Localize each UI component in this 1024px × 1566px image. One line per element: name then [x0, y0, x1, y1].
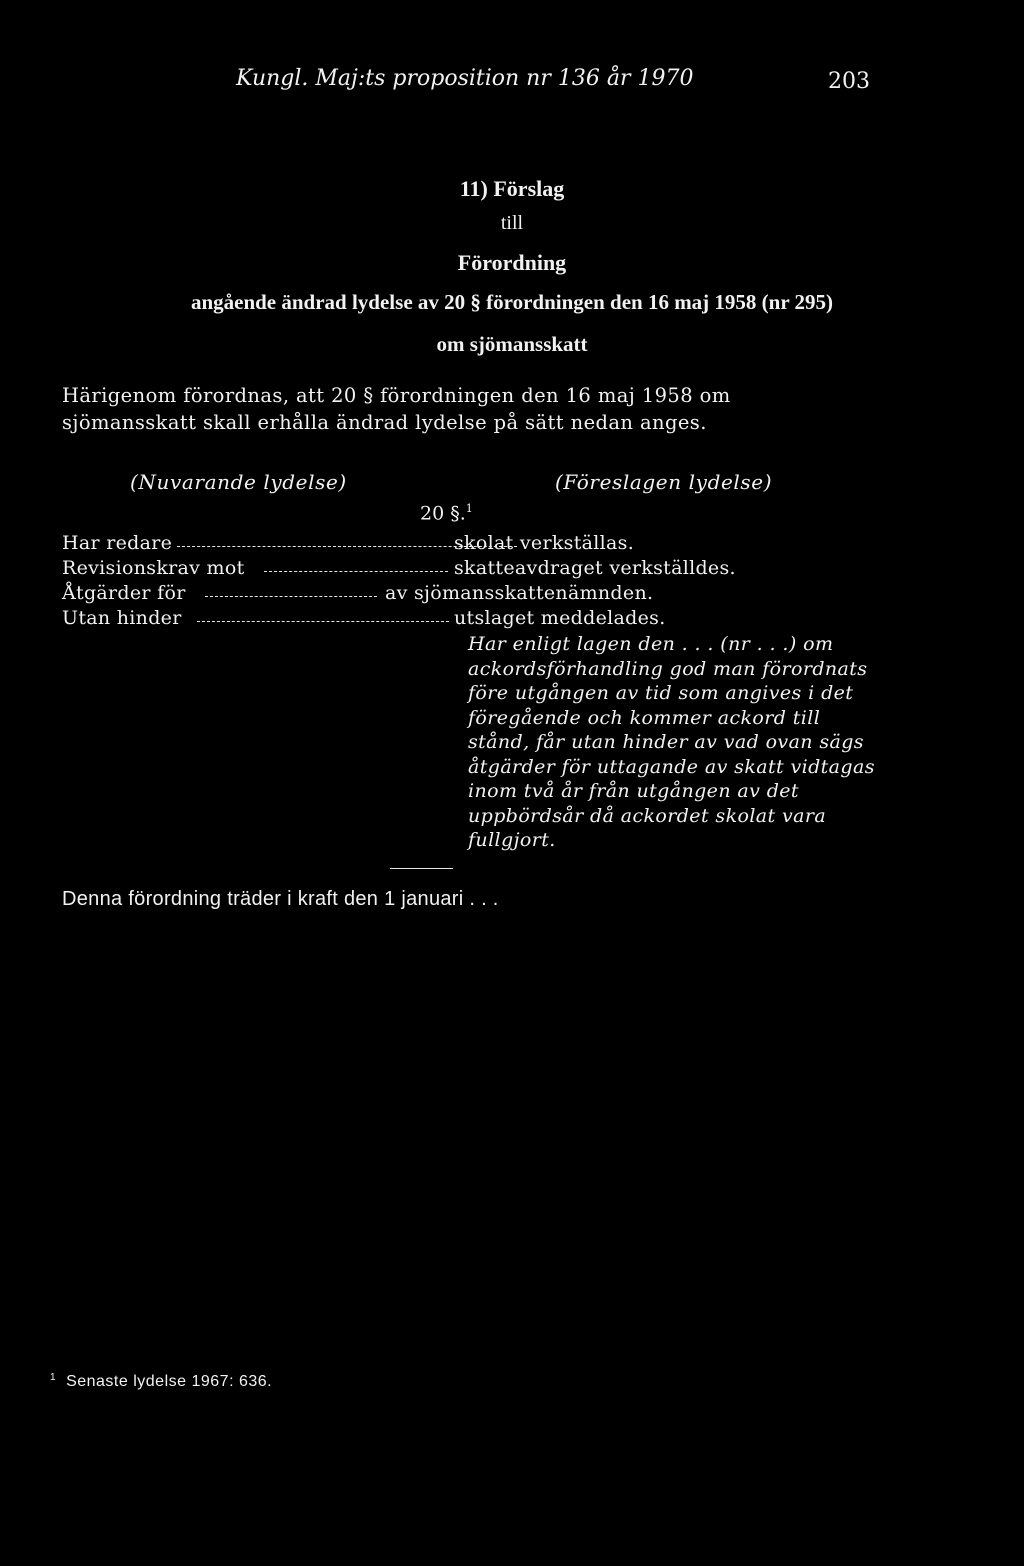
row-left-text: Utan hinder	[62, 607, 182, 629]
column-heading-current: (Nuvarande lydelse)	[130, 470, 347, 494]
row-right-text: skatteavdraget verkställdes.	[454, 557, 736, 579]
heading-till: till	[500, 212, 524, 234]
proposal-heading: 11) Förslag	[459, 176, 565, 201]
omission-dashes	[197, 621, 449, 622]
heading-forordning: Förordning	[457, 250, 567, 275]
comparison-row	[62, 557, 902, 583]
row-left-text: Revisionskrav mot	[62, 557, 245, 579]
footnote	[50, 1372, 272, 1391]
footnote-text: Senaste lydelse 1967: 636.	[66, 1373, 273, 1391]
page-number: 203	[828, 69, 870, 94]
heading-subject: angående ändrad lydelse av 20 § förordningen den 16 maj 1958 (nr 295)	[190, 290, 834, 314]
proposed-new-text: Har enligt lagen den . . . (nr . . .) om ackordsförhandling god man förordnats före utgången av tid som angives i det föregående och kommer ackord till stånd, får utan hinder av vad ovan sägs åtgärder för uttagande av skatt vidtagas inom två år från utgången av det uppbördsår då ackordet skolat vara fullgjort.	[468, 633, 875, 851]
row-right-text: av sjömansskattenämnden.	[385, 582, 654, 604]
row-right-text: skolat verkställas.	[454, 532, 635, 554]
row-right-text: utslaget meddelades.	[454, 607, 666, 629]
footnote-mark: 1	[50, 1372, 57, 1383]
omission-dashes	[264, 571, 448, 572]
footnote-reference: 1	[465, 502, 473, 515]
intro-paragraph: Härigenom förordnas, att 20 § förordningen den 16 maj 1958 om sjömansskatt skall erhålla ändrad lydelse på sätt nedan anges.	[62, 384, 731, 434]
paragraph-label: 20 §.	[420, 502, 466, 525]
omission-dashes	[205, 596, 377, 597]
running-header-title: Kungl. Maj:ts proposition nr 136 år 1970	[236, 66, 694, 91]
comparison-row	[62, 532, 902, 558]
comparison-row	[62, 607, 902, 633]
heading-subject-end: om sjömansskatt	[436, 332, 588, 356]
column-heading-proposed: (Föreslagen lydelse)	[555, 470, 773, 494]
row-left-text: Har redare	[62, 532, 173, 554]
row-left-text: Åtgärder för	[62, 582, 186, 604]
comparison-row	[62, 582, 902, 608]
separator-rule	[390, 868, 453, 869]
section-paragraph-label	[420, 502, 473, 524]
closing-statement: Denna förordning träder i kraft den 1 januari . . .	[62, 888, 499, 910]
